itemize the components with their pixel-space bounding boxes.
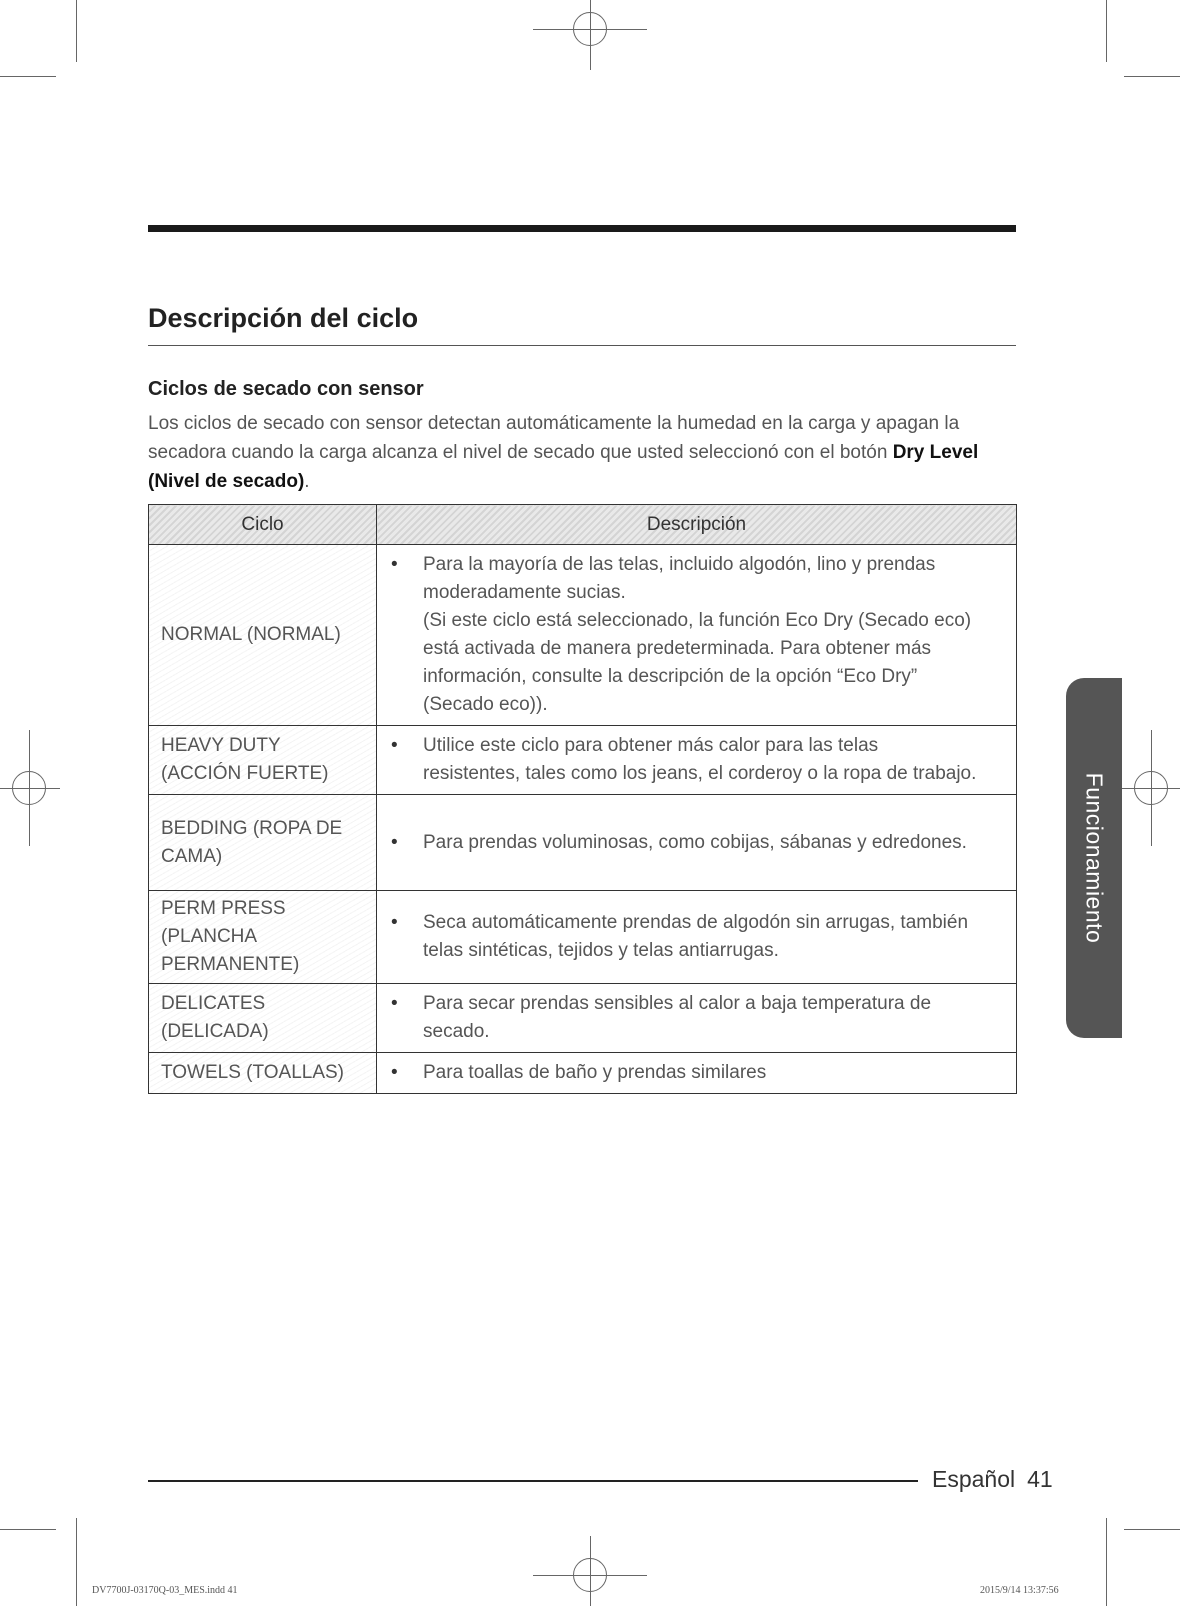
title-rule (148, 345, 1016, 346)
bullet-icon: • (391, 1062, 398, 1083)
crop-mark (0, 76, 56, 77)
cycle-table (148, 504, 1017, 1094)
table-row (149, 1053, 1017, 1094)
crop-mark (1124, 76, 1180, 77)
chapter-tab-label: Funcionamiento (1081, 772, 1108, 944)
cycle-description (377, 545, 1017, 726)
subheading: Ciclos de secado con sensor (148, 378, 424, 400)
bullet-icon: • (391, 831, 398, 853)
description-line: está activada de manera predeterminada. Para obtener más (423, 638, 932, 659)
cycle-name: HEAVY DUTY (ACCIÓN FUERTE) (149, 726, 377, 795)
cycle-name: PERM PRESS (PLANCHA PERMANENTE) (149, 891, 377, 984)
bullet-icon: • (391, 912, 398, 933)
description-line: Para secar prendas sensibles al calor a baja temperatura de (423, 993, 932, 1014)
page-number: 41 (1027, 1466, 1053, 1492)
registration-mark (573, 12, 607, 46)
intro-text: Los ciclos de secado con sensor detectan automáticamente la humedad en la carga y apagan la secadora cuando la carga alcanza el nivel de secado que usted seleccionó con el botón (148, 413, 960, 463)
table-row (149, 984, 1017, 1053)
registration-mark (12, 771, 46, 805)
description-line: información, consulte la descripción de la opción “Eco Dry” (423, 666, 918, 687)
crop-mark (0, 1529, 56, 1530)
cycle-name: BEDDING (ROPA DE CAMA) (149, 795, 377, 891)
description-line: resistentes, tales como los jeans, el corderoy o la ropa de trabajo. (423, 763, 977, 784)
cycle-name: NORMAL (NORMAL) (149, 545, 377, 726)
table-row (149, 795, 1017, 891)
registration-mark (1134, 771, 1168, 805)
crop-mark (1124, 1529, 1180, 1530)
footer-language: Español (932, 1466, 1016, 1492)
description-line: Para la mayoría de las telas, incluido algodón, lino y prendas (423, 554, 936, 575)
intro-paragraph (148, 409, 1018, 496)
cycle-description (377, 984, 1017, 1053)
crop-mark (1106, 1518, 1107, 1606)
cycle-description (377, 1053, 1017, 1094)
table-row (149, 891, 1017, 984)
registration-mark (573, 1558, 607, 1592)
cycle-description (377, 726, 1017, 795)
column-header-description: Descripción (377, 505, 1017, 545)
cycle-description (377, 795, 1017, 891)
cycle-name: DELICATES (DELICADA) (149, 984, 377, 1053)
bullet-icon: • (391, 993, 398, 1014)
top-rule (148, 225, 1016, 232)
crop-mark (1106, 0, 1107, 62)
cycle-description (377, 891, 1017, 984)
chapter-side-tab (1066, 678, 1122, 1038)
print-slug-file: DV7700J-03170Q-03_MES.indd 41 (92, 1585, 238, 1596)
table-row (149, 726, 1017, 795)
intro-end: . (304, 471, 310, 492)
description-line: Seca automáticamente prendas de algodón sin arrugas, también (423, 912, 969, 933)
footer (932, 1466, 1053, 1493)
intro-emphasis: Dry Level (Nivel de secado) (148, 442, 979, 492)
description-line: Utilice este ciclo para obtener más calor para las telas (423, 735, 879, 756)
description-line: Para prendas voluminosas, como cobijas, sábanas y edredones. (423, 831, 967, 853)
description-line: moderadamente sucias. (423, 582, 626, 603)
print-slug-timestamp: 2015/9/14 13:37:56 (980, 1585, 1059, 1596)
table-row (149, 545, 1017, 726)
crop-mark (76, 1518, 77, 1606)
footer-rule (148, 1480, 918, 1482)
cycle-name: TOWELS (TOALLAS) (149, 1053, 377, 1094)
description-line: secado. (423, 1021, 490, 1042)
bullet-icon: • (391, 735, 398, 756)
crop-mark (76, 0, 77, 62)
description-line: telas sintéticas, tejidos y telas antiarrugas. (423, 940, 779, 961)
table-header-row (149, 505, 1017, 545)
description-line: (Secado eco)). (423, 694, 548, 715)
description-line: (Si este ciclo está seleccionado, la función Eco Dry (Secado eco) (423, 610, 972, 631)
bullet-icon: • (391, 554, 398, 575)
description-line: Para toallas de baño y prendas similares (423, 1062, 767, 1083)
column-header-cycle: Ciclo (149, 505, 377, 545)
section-title: Descripción del ciclo (148, 303, 419, 333)
